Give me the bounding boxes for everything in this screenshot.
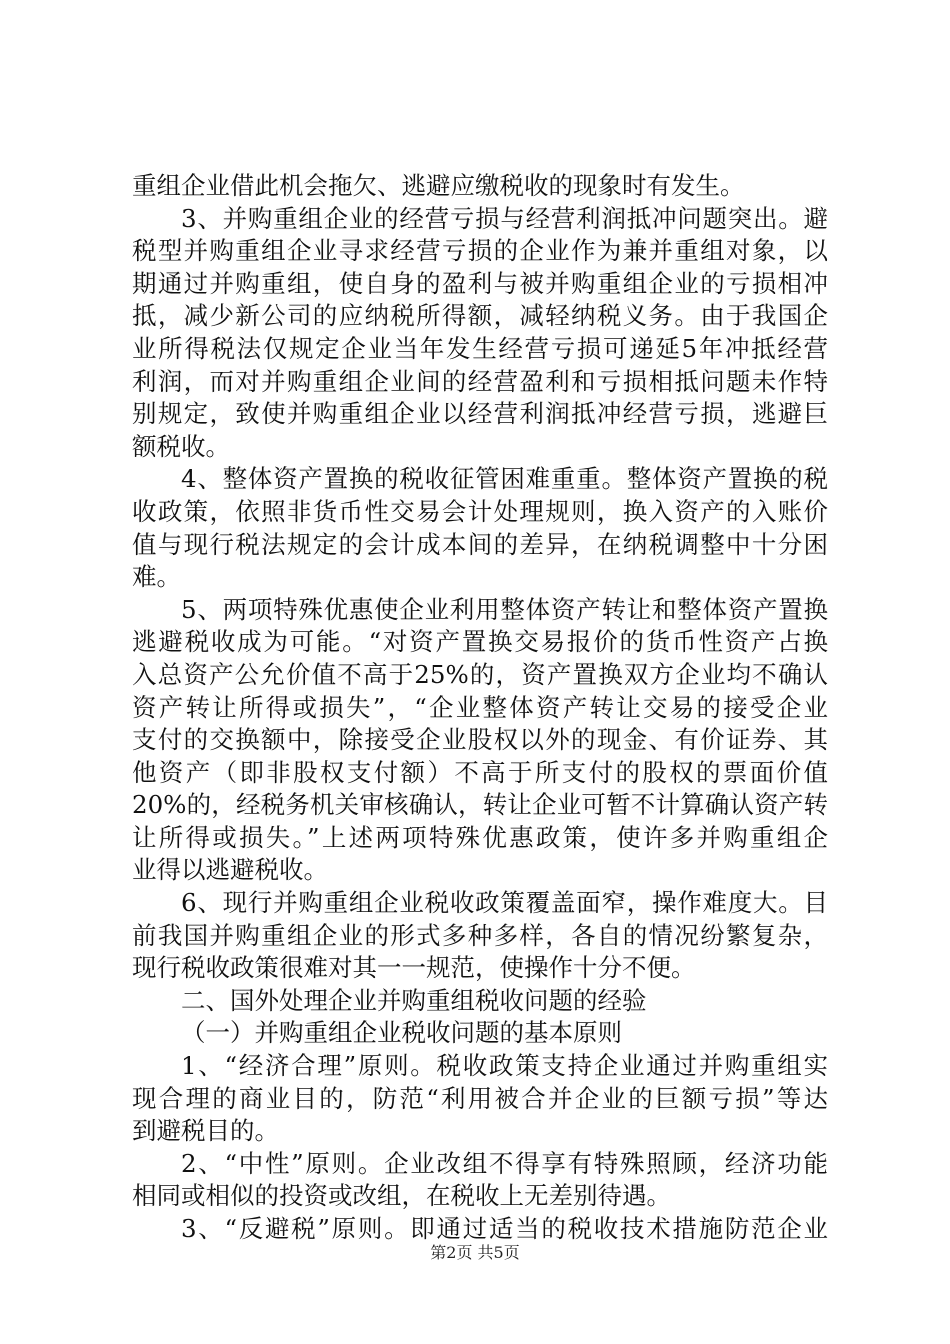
text-line: 5、两项特殊优惠使企业利用整体资产转让和整体资产置换 [181, 594, 828, 624]
text-line: 难。 [132, 562, 181, 592]
text-line: 4、整体资产置换的税收征管困难重重。整体资产置换的税 [181, 464, 828, 494]
text-line: 3、并购重组企业的经营亏损与经营利润抵冲问题突出。避 [181, 203, 828, 233]
paragraph [132, 1148, 828, 1213]
text-line: 期通过并购重组，使自身的盈利与被并购重组企业的亏损相冲 [132, 268, 828, 298]
text-line: 现行税收政策很难对其一一规范，使操作十分不便。 [132, 953, 696, 983]
text-line: 他资产（即非股权支付额）不高于所支付的股权的票面价值 [132, 757, 828, 787]
text-line: 抵，减少新公司的应纳税所得额，减轻纳税义务。由于我国企 [132, 301, 828, 331]
text-line: 二、国外处理企业并购重组税收问题的经验 [181, 985, 647, 1015]
text-line: 6、现行并购重组企业税收政策覆盖面窄，操作难度大。目 [181, 888, 828, 918]
paragraph [132, 170, 828, 203]
paragraph [132, 1050, 828, 1148]
text-line: 让所得或损失。”上述两项特殊优惠政策，使许多并购重组企 [132, 822, 828, 852]
text-line: 前我国并购重组企业的形式多种多样，各自的情况纷繁复杂， [132, 920, 828, 950]
text-line: 值与现行税法规定的会计成本间的差异，在纳税调整中十分困 [132, 529, 828, 559]
text-line: 3、“反避税”原则。即通过适当的税收技术措施防范企业 [181, 1214, 828, 1243]
paragraph [132, 887, 828, 985]
text-line: （一）并购重组企业税收问题的基本原则 [181, 1018, 622, 1048]
paragraph [132, 985, 828, 1018]
text-line: 税型并购重组企业寻求经营亏损的企业作为兼并重组对象，以 [132, 236, 828, 266]
text-line: 重组企业借此机会拖欠、逃避应缴税收的现象时有发生。 [132, 171, 745, 200]
text-line: 相同或相似的投资或改组，在税收上无差别待遇。 [132, 1181, 671, 1211]
paragraph [132, 594, 828, 887]
text-line: 收政策，依照非货币性交易会计处理规则，换入资产的入账价 [132, 496, 828, 526]
text-line: 资产转让所得或损失”，“企业整体资产转让交易的接受企业 [132, 692, 828, 722]
document-body [132, 170, 828, 1246]
paragraph [132, 1017, 828, 1050]
paragraph [132, 463, 828, 593]
text-line: 业得以逃避税收。 [132, 855, 328, 885]
text-line: 业所得税法仅规定企业当年发生经营亏损可递延5年冲抵经营 [132, 333, 828, 363]
text-line: 入总资产公允价值不高于25%的，资产置换双方企业均不确认 [132, 659, 828, 689]
text-line: 逃避税收成为可能。“对资产置换交易报价的货币性资产占换 [132, 627, 828, 657]
text-line: 支付的交换额中，除接受企业股权以外的现金、有价证券、其 [132, 725, 828, 755]
text-line: 利润，而对并购重组企业间的经营盈利和亏损相抵问题未作特 [132, 366, 828, 396]
text-line: 现合理的商业目的，防范“利用被合并企业的巨额亏损”等达 [132, 1083, 828, 1113]
text-line: 到避税目的。 [132, 1116, 279, 1146]
page-footer: 第2页 共5页 [430, 1243, 520, 1262]
text-line: 20%的，经税务机关审核确认，转让企业可暂不计算确认资产转 [132, 790, 828, 820]
text-line: 2、“中性”原则。企业改组不得享有特殊照顾，经济功能 [181, 1148, 828, 1178]
text-line: 额税收。 [132, 431, 230, 461]
text-line: 别规定，致使并购重组企业以经营利润抵冲经营亏损，逃避巨 [132, 399, 828, 429]
paragraph [132, 203, 828, 464]
text-line: 1、“经济合理”原则。税收政策支持企业通过并购重组实 [181, 1051, 828, 1081]
